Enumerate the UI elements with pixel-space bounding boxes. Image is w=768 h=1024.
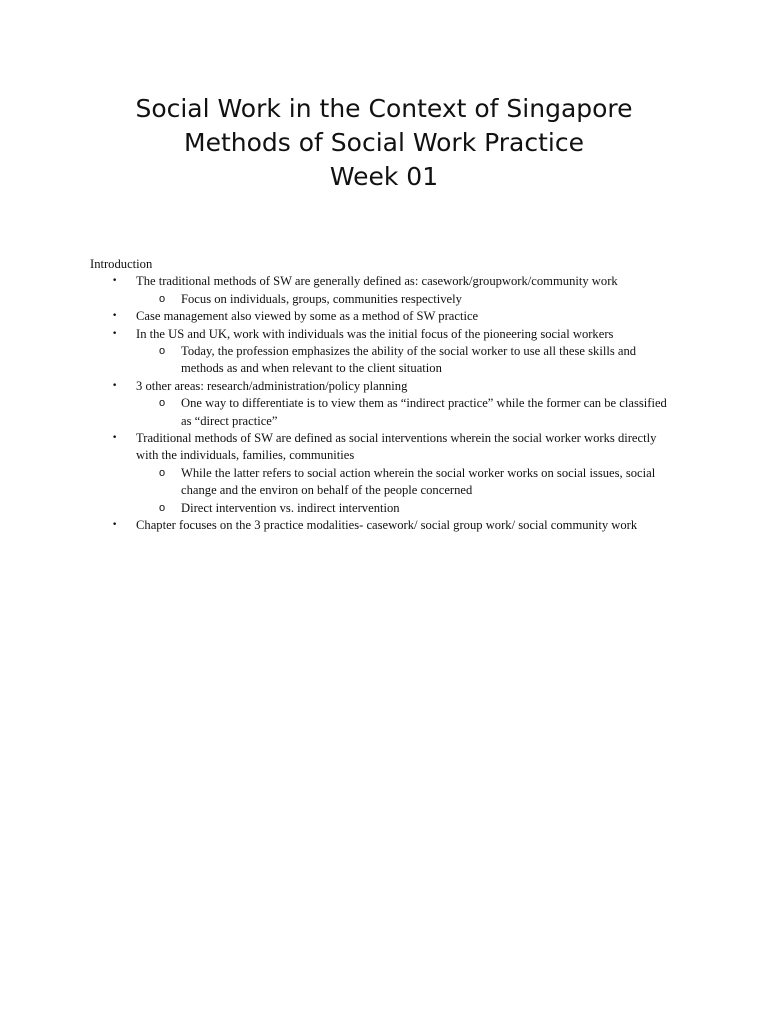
list-item (90, 326, 680, 378)
bullet-dot-icon: • (112, 433, 118, 444)
bullet-circle-icon: o (159, 466, 166, 479)
sub-bullet-list (136, 465, 680, 517)
sub-list-item (136, 500, 680, 517)
sub-list-item-text: Direct intervention vs. indirect intervention (181, 500, 400, 515)
bullet-dot-icon: • (112, 276, 118, 287)
bullet-dot-icon: • (112, 328, 118, 339)
list-item-text: Traditional methods of SW are defined as social interventions wherein the social worker works directly with the individuals, families, communities (136, 431, 657, 463)
sub-list-item-text: Today, the profession emphasizes the ability of the social worker to use all these skills and methods as and when relevant to the client situation (181, 344, 637, 376)
sub-list-item-text: Focus on individuals, groups, communities respectively (181, 291, 462, 306)
bullet-circle-icon: o (159, 345, 166, 358)
sub-list-item-text: One way to differentiate is to view them as “indirect practice” while the former can be classified as “direct practice” (181, 396, 667, 428)
bullet-circle-icon: o (159, 292, 166, 305)
document-body (90, 256, 680, 535)
document-title (0, 92, 768, 194)
bullet-dot-icon: • (112, 311, 118, 322)
sub-bullet-list (136, 343, 680, 378)
sub-list-item (136, 395, 680, 430)
sub-list-item-text: While the latter refers to social action wherein the social worker works on social issues, social change and the environ on behalf of the people concerned (181, 465, 656, 498)
list-item-text: The traditional methods of SW are generally defined as: casework/groupwork/community work (136, 274, 618, 289)
list-item (90, 517, 680, 534)
list-item (90, 308, 680, 325)
bullet-list (90, 273, 680, 534)
list-item-text: Case management also viewed by some as a method of SW practice (136, 309, 479, 324)
list-item (90, 430, 680, 517)
title-line-week: Week 01 (329, 162, 439, 191)
list-item-text: Chapter focuses on the 3 practice modalities- casework/ social group work/ social community work (136, 518, 638, 533)
sub-list-item (136, 465, 680, 500)
sub-bullet-list (136, 291, 680, 308)
sub-list-item (136, 291, 680, 308)
list-item-text: 3 other areas: research/administration/policy planning (136, 378, 408, 393)
sub-list-item (136, 343, 680, 378)
bullet-circle-icon: o (159, 397, 166, 410)
bullet-dot-icon: • (112, 520, 118, 531)
sub-bullet-list (136, 395, 680, 430)
bullet-dot-icon: • (112, 380, 118, 391)
title-line-topic: Methods of Social Work Practice (184, 128, 584, 157)
list-item (90, 273, 680, 308)
bullet-circle-icon: o (159, 501, 166, 514)
title-line-course: Social Work in the Context of Singapore (135, 94, 633, 123)
list-item-text: In the US and UK, work with individuals was the initial focus of the pioneering social workers (136, 326, 614, 341)
section-heading: Introduction (90, 257, 153, 271)
list-item (90, 378, 680, 430)
